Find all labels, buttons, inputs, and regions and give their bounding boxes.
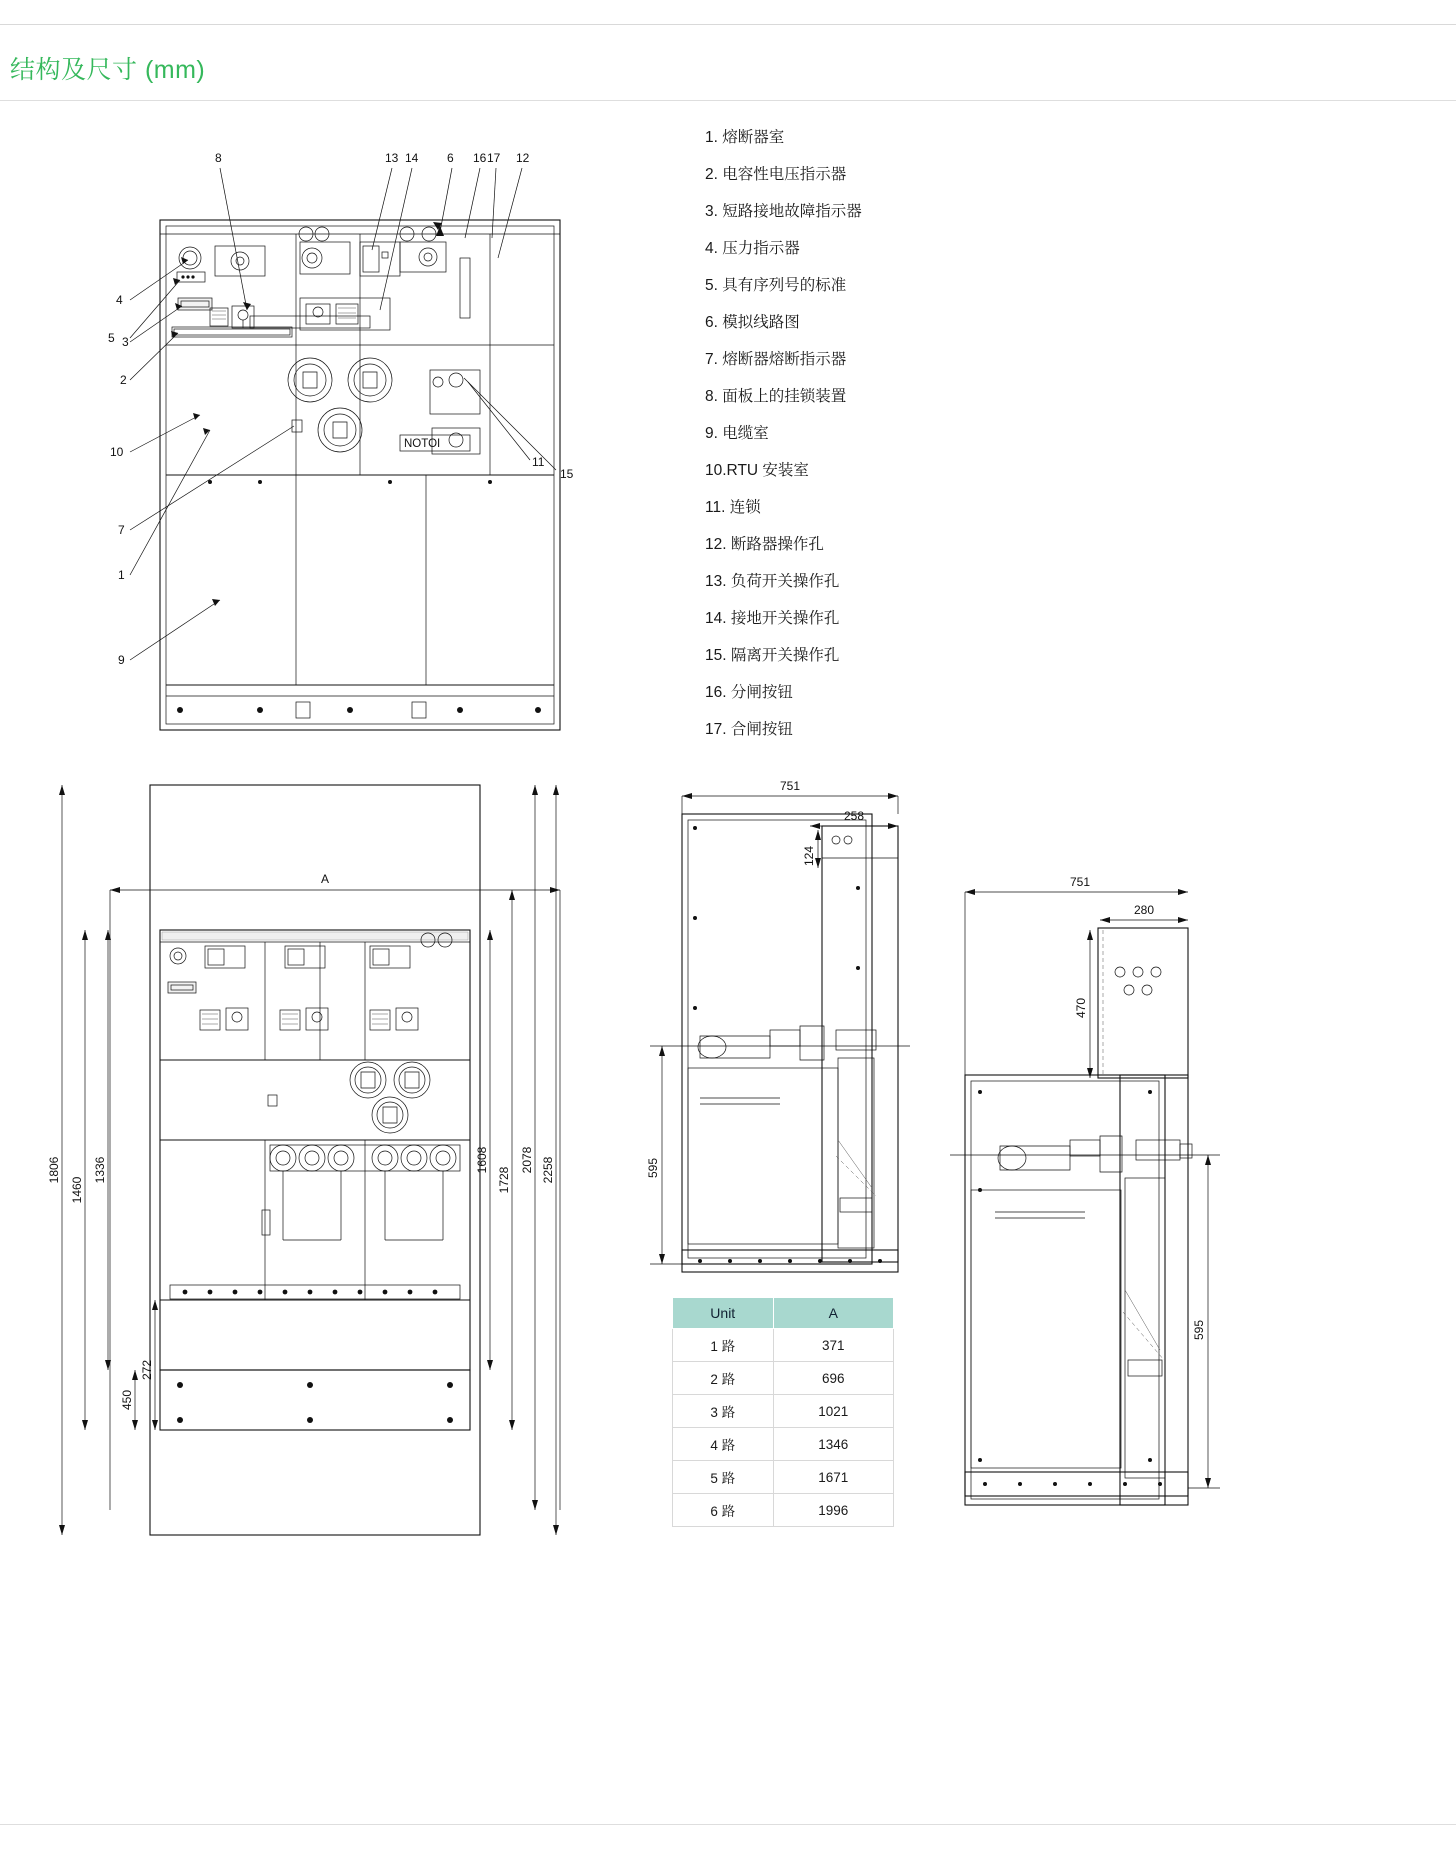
dim-124: 124	[802, 845, 816, 867]
legend-item: 9. 电缆室	[705, 425, 769, 442]
legend-item: 7. 熔断器熔断指示器	[705, 351, 847, 368]
legend-item: 5. 具有序列号的标准	[705, 277, 847, 294]
legend-item: 4. 压力指示器	[705, 240, 800, 257]
legend-list	[705, 130, 1025, 759]
dim-258: 258	[843, 809, 865, 823]
cell-unit: 3 路	[673, 1395, 774, 1428]
callout-11: 11	[532, 455, 545, 469]
callout-2: 2	[120, 373, 127, 387]
cell-unit: 1 路	[673, 1329, 774, 1362]
dim-A-label: A	[320, 872, 330, 886]
cell-unit: 5 路	[673, 1461, 774, 1494]
svg-text:NOTOI: NOTOI	[404, 438, 441, 450]
table-row	[673, 1362, 894, 1395]
callout-15: 15	[560, 467, 574, 481]
table-row	[673, 1461, 894, 1494]
callout-16: 16	[473, 151, 487, 165]
legend-item: 13. 负荷开关操作孔	[705, 573, 840, 590]
legend-item: 16. 分闸按钮	[705, 684, 793, 701]
callout-14: 14	[405, 151, 419, 165]
dim-595-right: 595	[1192, 1319, 1206, 1341]
cell-a: 696	[773, 1362, 893, 1395]
front-dimensioned-view	[40, 770, 640, 1560]
callout-13: 13	[385, 151, 399, 165]
table-row	[673, 1428, 894, 1461]
table-row	[673, 1329, 894, 1362]
cell-a: 1021	[773, 1395, 893, 1428]
legend-item: 1. 熔断器室	[705, 129, 785, 146]
dim-1806: 1806	[47, 1156, 61, 1184]
dim-1336: 1336	[93, 1156, 107, 1184]
dim-1460: 1460	[70, 1176, 84, 1204]
callout-6: 6	[447, 151, 454, 165]
legend-item: 2. 电容性电压指示器	[705, 166, 847, 183]
callout-17: 17	[487, 151, 501, 165]
callout-9: 9	[118, 653, 125, 667]
cell-a: 1671	[773, 1461, 893, 1494]
dim-1608: 1608	[475, 1146, 489, 1174]
title-divider	[0, 100, 1456, 101]
dim-272: 272	[140, 1359, 154, 1381]
legend-item: 11. 连锁	[705, 499, 761, 516]
legend-item: 8. 面板上的挂锁装置	[705, 388, 847, 405]
legend-item: 6. 模拟线路图	[705, 314, 800, 331]
dim-751-top: 751	[779, 779, 801, 793]
top-divider	[0, 24, 1456, 25]
dim-450: 450	[120, 1389, 134, 1411]
cell-a: 371	[773, 1329, 893, 1362]
column-header-a: A	[773, 1298, 893, 1329]
side-view-1-drawing	[640, 768, 930, 1288]
unit-dimension-table	[672, 1297, 894, 1527]
legend-item: 15. 隔离开关操作孔	[705, 647, 840, 664]
callout-5: 5	[108, 331, 115, 345]
side-view-2-drawing	[940, 860, 1240, 1550]
cell-unit: 4 路	[673, 1428, 774, 1461]
legend-item: 14. 接地开关操作孔	[705, 610, 840, 627]
dim-1728: 1728	[497, 1166, 511, 1194]
callout-7: 7	[118, 523, 125, 537]
dim-2258: 2258	[541, 1156, 555, 1184]
legend-item: 10.RTU 安装室	[705, 462, 809, 479]
legend-item: 12. 断路器操作孔	[705, 536, 824, 553]
callout-4: 4	[116, 293, 123, 307]
callout-12: 12	[516, 151, 530, 165]
cell-a: 1996	[773, 1494, 893, 1527]
dim-2078: 2078	[520, 1146, 534, 1174]
front-view-drawing	[60, 130, 680, 750]
dim-280: 280	[1133, 903, 1155, 917]
cell-unit: 6 路	[673, 1494, 774, 1527]
table-row	[673, 1494, 894, 1527]
dim-470: 470	[1074, 997, 1088, 1019]
callout-10: 10	[110, 445, 124, 459]
cell-a: 1346	[773, 1428, 893, 1461]
page-title: 结构及尺寸 (mm)	[10, 56, 206, 84]
dim-751-right: 751	[1069, 875, 1091, 889]
callout-3: 3	[122, 335, 129, 349]
dim-595-left: 595	[646, 1157, 660, 1179]
callout-8: 8	[215, 151, 222, 165]
table-header-row	[673, 1298, 894, 1329]
callout-1: 1	[118, 568, 125, 582]
legend-item: 17. 合闸按钮	[705, 721, 793, 738]
legend-item: 3. 短路接地故障指示器	[705, 203, 862, 220]
table-row	[673, 1395, 894, 1428]
cell-unit: 2 路	[673, 1362, 774, 1395]
column-header-unit: Unit	[673, 1298, 774, 1329]
bottom-divider	[0, 1824, 1456, 1825]
